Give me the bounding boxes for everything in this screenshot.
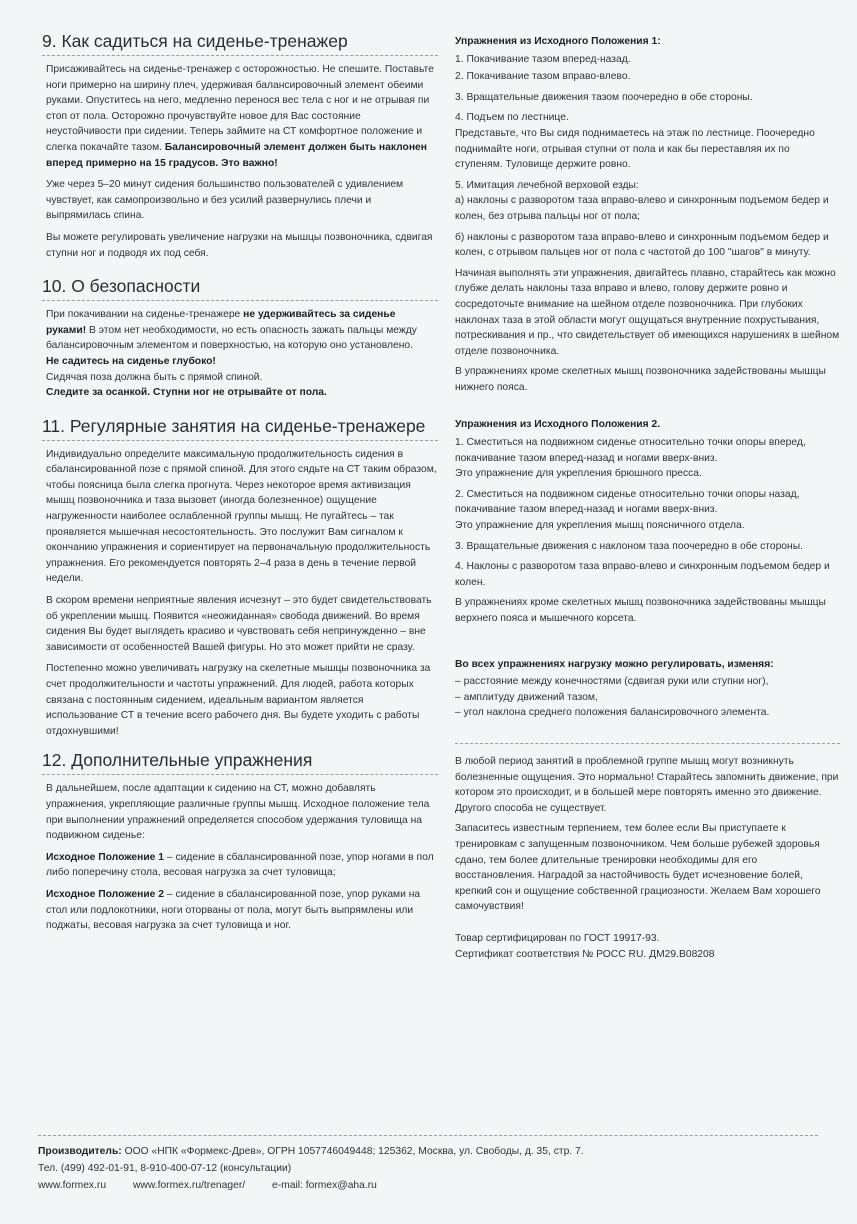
load-regulation	[455, 657, 840, 721]
phone-line: Тел. (499) 492-01-91, 8-910-400-07-12 (консультации)	[38, 1163, 292, 1174]
section-12-title: 12. Дополнительные упражнения	[42, 749, 438, 775]
closing-paragraph-1: В любой период занятий в проблемной группе мышц могут возникнуть болезненные ощущения. Это нормально! Старайтесь запомнить движение, при котором это происходит, и в большей мере повторять именно это движение. Другого способа не существует.	[455, 755, 839, 814]
section-11-paragraph-1: Индивидуально определите максимальную продолжительность сидения в сбалансированной позе с прямой спиной. Для этого сядьте на СТ таким образом, чтобы поясница была слегка прогнута. Через некоторое время активизация мышц позвоночника и таза вызовет (иногда болезненное) ощущение нагруженности наиболее ослабленной группы мышц. Не пугайтесь – так проявляется мышечная несостоятельность. Это послужит Вам сигналом к окончанию упражнения и сориентирует на первоначальную продолжительность упражнения. Его рекомендуется повторять 2–4 раза в день в течение первой недели.	[46, 448, 437, 585]
section-11-paragraph-3: Постепенно можно увеличивать нагрузку на скелетные мышцы позвоночника за счет продолжительности и частоты упражнений. Для людей, работа которых связана с постоянным сидением, идеальным вариантом является использование СТ в течение всего рабочего дня. Вы будете уходить с работы отдохнувшими!	[46, 663, 431, 737]
load-item-1: – расстояние между конечностями (сдвигая руки или ступни ног),	[455, 676, 769, 688]
section-12-position-1: Исходное Положение 1 – сидение в сбалансированной позе, упор ногами в пол либо поперечину стола, весовая нагрузка за счет туловища;	[46, 851, 434, 879]
section-9-paragraph-3: Вы можете регулировать увеличение нагрузки на мышцы позвоночника, сдвигая ступни ног и подводя их под себя.	[46, 231, 433, 259]
section-11-title: 11. Регулярные занятия на сиденье-тренажере	[42, 415, 438, 441]
section-9-title: 9. Как садиться на сиденье-тренажер	[42, 30, 438, 56]
ip1-item-5a: 5. Имитация лечебной верховой езды: а) наклоны с разворотом таза вправо-влево и синхронным подъемом бедер и колен, без отрыва пальцы ног от пола;	[455, 179, 829, 222]
exercises-position-2	[455, 417, 840, 626]
load-regulation-title: Во всех упражнениях нагрузку можно регулировать, изменяя:	[455, 658, 774, 670]
section-11-paragraph-2: В скором времени неприятные явления исчезнут – это будет свидетельствовать об укреплении мышц. Появится «неожиданная» свобода движений. Во время сидения Вы будет выглядеть красиво и чувствовать себя непринужденно – вне зависимости от особенностей Вашей фигуры. Но это может прийти не сразу.	[46, 595, 432, 653]
ip2-item-1: 1. Сместиться на подвижном сиденье относительно точки опоры вперед, покачивание тазом вперед-назад и ногами вверх-вниз. Это упражнение для укрепления брюшного пресса.	[455, 437, 806, 480]
exercises-position-1-title: Упражнения из Исходного Положения 1:	[455, 36, 661, 47]
ip1-item-5b: б) наклоны с разворотом таза вправо-влево и синхронным подъемом бедер и колен, с отрывом пальцев ног от пола с частотой до 100 "шагов" в минуту.	[455, 231, 829, 259]
footer	[38, 1143, 838, 1194]
ip2-item-2: 2. Сместиться на подвижном сиденье относительно точки опоры назад, покачивание тазом вперед-назад и ногами вверх-вниз. Это упражнение для укрепления мышц поясничного отдела.	[455, 488, 800, 532]
section-9-paragraph-2: Уже через 5–20 минут сидения большинство пользователей с удивлением чувствует, как самопроизвольно и без усилий развернулись плечи и выпрямилась спина.	[46, 179, 404, 222]
closing-paragraph-2: Запаситесь известным терпением, тем более если Вы приступаете к тренировкам с запущенным позвоночником. Чем больше рубежей здоровья сдано, тем более длительные тренировки необходимы для его восстановления. Наградой за настойчивость будет исчезновение болей, крепкий сон и ощущение собственной грациозности. Желаем Вам хорошего самочувствия!	[455, 823, 821, 913]
section-9	[38, 30, 438, 261]
ip2-item-4: 4. Наклоны с разворотом таза вправо-влево и синхронным подъемом бедер и колен.	[455, 561, 830, 588]
trenager-link[interactable]: www.formex.ru/trenager/	[132, 1180, 246, 1191]
footer-divider	[38, 1135, 818, 1136]
left-column	[38, 30, 438, 940]
exercises-position-2-title: Упражнения из Исходного Положения 2.	[455, 419, 661, 431]
load-item-3: – угол наклона среднего положения балансировочного элемента.	[455, 707, 770, 719]
manufacturer-line: Производитель: ООО «НПК «Формекс-Древ», ОГРН 1057746049448; 125362, Москва, ул. Свободы, д. 35, стр. 7.	[38, 1146, 584, 1157]
right-divider	[455, 743, 840, 744]
section-9-paragraph-1: Присаживайтесь на сиденье-тренажер с осторожностью. Не спешите. Поставьте ноги примерно на ширину плеч, удерживая балансировочный элемент обеими руками. Опуститесь на него, медленно перенося вес тела с ног и не отрывая пи стоп от пола. Осторожно прочувствуйте новое для Вас состояние неустойчивости при сидении. Теперь займите на СТ комфортное положение и слегка покачайте тазом. Балансировочный элемент должен быть наклонен вперед примерно на 15 градусов. Это важно!	[46, 64, 434, 169]
section-10-title: 10. О безопасности	[42, 275, 438, 301]
section-10-warning-depth: Не садитесь на сиденье глубоко!	[46, 355, 216, 367]
right-column	[455, 34, 840, 967]
section-11	[38, 415, 438, 740]
certification-line-2: Сертификат соответствия № РОСС RU. ДМ29.В08208	[455, 948, 715, 960]
closing-notes	[455, 754, 840, 962]
ip1-item-3: 3. Вращательные движения тазом поочередно в обе стороны.	[455, 91, 753, 103]
ip1-note: Начиная выполнять эти упражнения, двигайтесь плавно, старайтесь как можно глубже делать наклоны таза вправо и влево, голову держите ровно и сосредоточьте внимание на шейном отделе позвоночника. При глубоких наклонах таза в этой области могут ощущаться внутренние похрустывания, потрескивания и пр., что свидетельствует об имеющихся нарушениях в шейном отделе позвоночника.	[455, 267, 840, 357]
section-10-paragraph-1: При покачивании на сиденье-тренажере не удерживайтесь за сиденье руками! В этом нет необходимости, но есть опасность зажать пальцы между балансировочным элементом и поверхностью, на которую оно установлено.	[46, 309, 417, 352]
ip1-item-1: 1. Покачивание тазом вперед-назад.	[455, 53, 631, 65]
load-item-2: – амплитуду движений тазом,	[455, 691, 598, 703]
section-12-position-2: Исходное Положение 2 – сидение в сбалансированной позе, упор руками на стол или подлокотники, ноги оторваны от пола, могут быть выпрямлены или поджаты, весовая нагрузка за счет туловища и ног.	[46, 888, 421, 932]
section-12	[38, 749, 438, 933]
ip2-item-3: 3. Вращательные движения с наклоном таза поочередно в обе стороны.	[455, 540, 803, 552]
section-10-warning-posture: Следите за осанкой. Ступни ног не отрывайте от пола.	[46, 387, 327, 399]
section-10	[38, 275, 438, 401]
ip1-item-4: 4. Подъем по лестнице. Представьте, что Вы сидя поднимаетесь на этаж по лестнице. Поочередно поднимайте ноги, отрывая ступни от пола и как бы переставляя их по ступеням. Туловище держите ровно.	[455, 112, 815, 171]
section-12-paragraph-1: В дальнейшем, после адаптации к сидению на СТ, можно добавлять упражнения, укрепляющие различные группы мышц. Исходное положение тела при выполнении упражнений определяется способом удержания туловища на подвижном сиденье:	[46, 783, 430, 842]
ip1-muscles: В упражнениях кроме скелетных мышц позвоночника задействованы мышцы нижнего пояса.	[455, 366, 826, 393]
contact-links	[38, 1177, 838, 1194]
website-link[interactable]: www.formex.ru	[38, 1180, 107, 1191]
ip2-muscles: В упражнениях кроме скелетных мышц позвоночника задействованы мышцы верхнего пояса и мышечного корсета.	[455, 597, 826, 624]
ip1-item-2: 2. Покачивание тазом вправо-влево.	[455, 71, 631, 83]
email-link[interactable]: e-mail: formex@aha.ru	[272, 1180, 377, 1191]
section-10-posture-note: Сидячая поза должна быть с прямой спиной.	[46, 371, 263, 383]
exercises-position-1	[455, 34, 840, 395]
certification-line-1: Товар сертифицирован по ГОСТ 19917-93.	[455, 932, 660, 944]
